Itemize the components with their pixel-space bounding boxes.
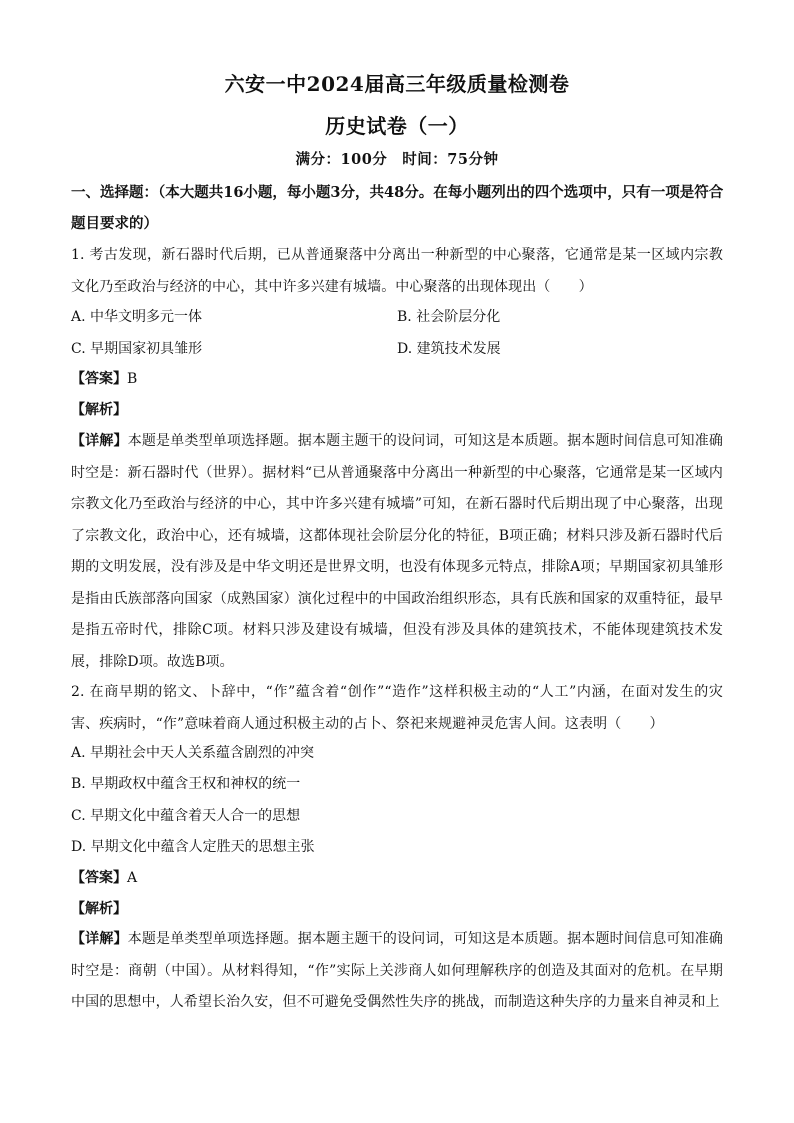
question-2-analysis-tag: 【解析】 [71, 901, 127, 917]
question-1-option-c: C. 早期国家初具雏形 [71, 341, 203, 357]
detail-tag: 【详解】 [71, 931, 128, 947]
answer-value: A [127, 870, 138, 886]
section-heading: 一、选择题：（本大题共16小题，每小题3分，共48分。在每小题列出的四个选项中，只有一项是符合题目要求的） [71, 184, 724, 232]
question-2-option-a: A. 早期社会中天人关系蕴含剧烈的冲突 [71, 745, 315, 761]
question-1-option-d: D. 建筑技术发展 [397, 341, 501, 357]
question-1-option-a: A. 中华文明多元一体 [71, 309, 203, 325]
answer-value: B [127, 371, 138, 387]
question-2-option-d: D. 早期文化中蕴含人定胜天的思想主张 [71, 839, 315, 855]
question-2-answer [71, 868, 137, 888]
exam-subtitle: 历史试卷（一） [325, 114, 469, 138]
question-1-analysis-tag: 【解析】 [71, 402, 127, 418]
question-2-option-c: C. 早期文化中蕴含着天人合一的思想 [71, 808, 301, 824]
detail-tag: 【详解】 [71, 433, 128, 449]
detail-text: 本题是单类型单项选择题。据本题主题干的设问词，可知这是本质题。据本题时间信息可知准确时空是：新石器时代（世界）。据材料“已从普通聚落中分离出一种新型的中心聚落，它通常是某一区域内宗教文化乃至政治与经济的中心，其中许多兴建有城墙”可知，在新石器时代后期出现了中心聚落，出现了宗教文化，政治中心，还有城墙，这都体现社会阶层分化的特征，B项正确；材料只涉及新石器时代后期的文明发展，没有涉及是中华文明还是世界文明，也没有体现多元特点，排除A项；早期国家初具雏形是指由氏族部落向国家（成熟国家）演化过程中的中国政治组织形态，具有氏族和国家的双重特征，最早是指五帝时代，排除C项。材料只涉及建设有城墙，但没有涉及具体的建筑技术，不能体现建筑技术发展，排除D项。故选B项。 [71, 433, 723, 670]
document-title: 六安一中2024届高三年级质量检测卷 [224, 72, 570, 96]
detail-text: 本题是单类型单项选择题。据本题主题干的设问词，可知这是本质题。据本题时间信息可知准确时空是：商朝（中国）。从材料得知，“作”实际上关涉商人如何理解秩序的创造及其面对的危机。在早期中国的思想中，人希望长治久安，但不可避免受偶然性失序的挑战，而制造这种失序的力量来自神灵和上 [71, 931, 723, 1010]
answer-tag: 【答案】 [71, 371, 127, 387]
exam-meta: 满分：100分 时间：75分钟 [295, 151, 499, 168]
question-1-detail [71, 426, 723, 678]
question-1-answer [71, 369, 137, 389]
question-2-detail [71, 924, 723, 1019]
answer-tag: 【答案】 [71, 870, 127, 886]
question-2-stem: 2. 在商早期的铭文、卜辞中，“作”蕴含着“创作”“造作”这样积极主动的“人工”内涵，在面对发生的灾害、疾病时，“作”意味着商人通过积极主动的占卜、祭祀来规避神灵危害人间。这表明（ ） [71, 684, 723, 732]
question-2-option-b: B. 早期政权中蕴含王权和神权的统一 [71, 776, 301, 792]
question-1-option-b: B. 社会阶层分化 [397, 309, 501, 325]
question-1-stem: 1. 考古发现，新石器时代后期，已从普通聚落中分离出一种新型的中心聚落，它通常是某一区域内宗教文化乃至政治与经济的中心，其中许多兴建有城墙。中心聚落的出现体现出（ ） [71, 247, 723, 295]
